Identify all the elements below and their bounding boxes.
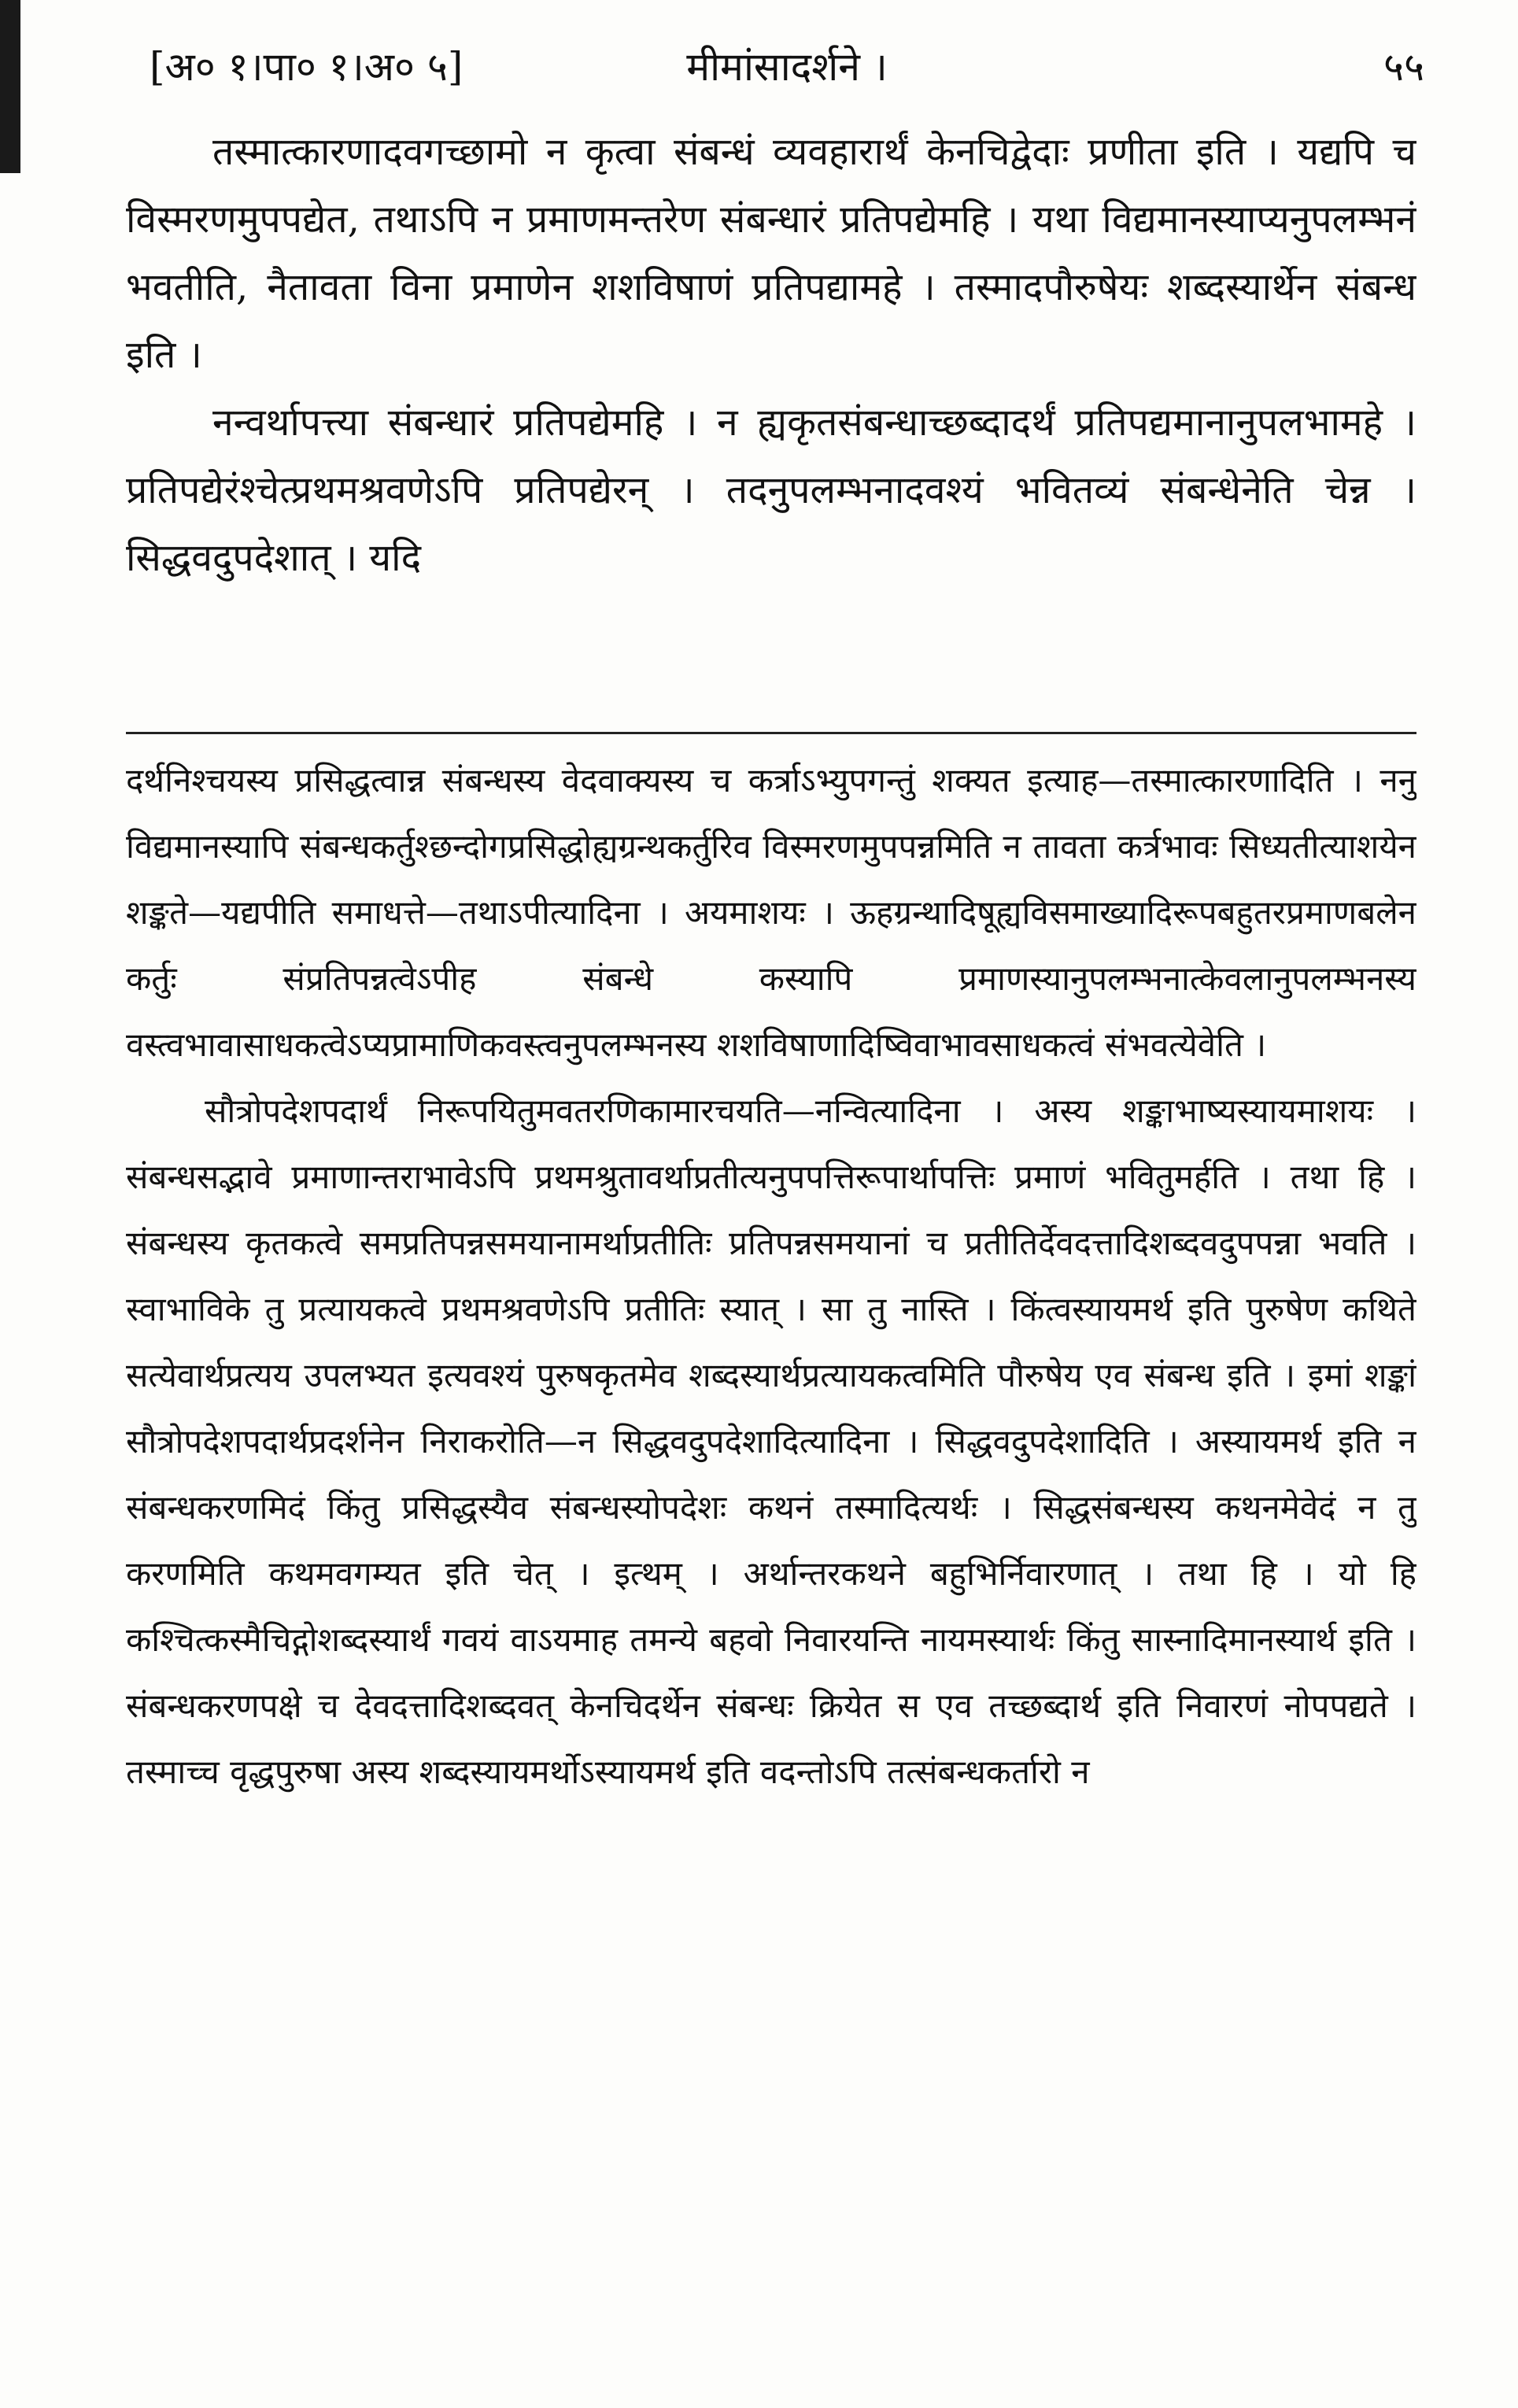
section-divider bbox=[126, 732, 1416, 734]
main-paragraph: नन्वर्थापत्त्या संबन्धारं प्रतिपद्येमहि । न ह्यकृतसंबन्धाच्छब्दादर्थं प्रतिपद्यमानानुपलभामहे । प्रतिपद्येरंश्चेत्प्रथमश्रवणेऽपि प्रतिपद्येरन् । तदनुपलम्भनादवश्यं भवितव्यं संबन्धेनेति चेन्न । सिद्धवदुपदेशात् । यदि bbox=[126, 401, 1416, 580]
commentary-text bbox=[126, 748, 1416, 2369]
bhashya-text bbox=[126, 118, 1416, 700]
main-paragraph: तस्मात्कारणादवगच्छामो न कृत्वा संबन्धं व्यवहारार्थं केनचिद्वेदाः प्रणीता इति । यद्यपि च विस्मरणमुपपद्येत, तथाऽपि न प्रमाणमन्तरेण संबन्धारं प्रतिपद्येमहि । यथा विद्यमानस्याप्यनुपलम्भनं भवतीति, नैतावता विना प्रमाणेन शशविषाणं प्रतिपद्यामहे । तस्मादपौरुषेयः शब्दस्यार्थेन संबन्ध इति । bbox=[126, 130, 1416, 377]
book-title: मीमांसादर्शने । bbox=[686, 44, 888, 90]
commentary-paragraph: सौत्रोपदेशपदार्थं निरूपयितुमवतरणिकामारचयति—नन्वित्यादिना । अस्य शङ्काभाष्यस्यायमाशयः । संबन्धसद्भावे प्रमाणान्तराभावेऽपि प्रथमश्रुतावर्थाप्रतीत्यनुपपत्तिरूपार्थापत्तिः प्रमाणं भवितुमर्हति । तथा हि । संबन्धस्य कृतकत्वे समप्रतिपन्नसमयानामर्थाप्रतीतिः प्रतिपन्नसमयानां च प्रतीतिर्देवदत्तादिशब्दवदुपपन्ना भवति । स्वाभाविके तु प्रत्यायकत्वे प्रथमश्रवणेऽपि प्रतीतिः स्यात् । सा तु नास्ति । किंत्वस्यायमर्थ इति पुरुषेण कथिते सत्येवार्थप्रत्यय उपलभ्यत इत्यवश्यं पुरुषकृतमेव शब्दस्यार्थप्रत्यायकत्वमिति पौरुषेय एव संबन्ध इति । इमां शङ्कां सौत्रोपदेशपदार्थप्रदर्शनेन निराकरोति—न सिद्धवदुपदेशादित्यादिना । सिद्धवदुपदेशादिति । अस्यायमर्थ इति न संबन्धकरणमिदं किंतु प्रसिद्धस्यैव संबन्धस्योपदेशः कथनं तस्मादित्यर्थः । सिद्धसंबन्धस्य कथनमेवेदं न तु करणमिति कथमवगम्यत इति चेत् । इत्थम् । अर्थान्तरकथने बहुभिर्निवारणात् । तथा हि । यो हि कश्चित्कस्मैचिद्गोशब्दस्यार्थं गवयं वाऽयमाह तमन्ये बहवो निवारयन्ति नायमस्यार्थः किंतु सास्नादिमानस्यार्थ इति । संबन्धकरणपक्षे च देवदत्तादिशब्दवत् केनचिदर्थेन संबन्धः क्रियेत स एव तच्छब्दार्थ इति निवारणं नोपपद्यते । तस्माच्च वृद्धपुरुषा अस्य शब्दस्यायमर्थोऽस्यायमर्थ इति वदन्तोऽपि तत्संबन्धकर्तारो न bbox=[126, 1091, 1416, 1791]
commentary-paragraph: दर्थनिश्चयस्य प्रसिद्धत्वान्न संबन्धस्य वेदवाक्यस्य च कर्त्राऽभ्युपगन्तुं शक्यत इत्याह—तस्मात्कारणादिति । ननु विद्यमानस्यापि संबन्धकर्तुश्छन्दोगप्रसिद्धोह्यग्रन्थकर्तुरिव विस्मरणमुपपन्नमिति न तावता कर्त्रभावः सिध्यतीत्याशयेन शङ्कते—यद्यपीति समाधत्ते—तथाऽपीत्यादिना । अयमाशयः । ऊहग्रन्थादिषूह्यविसमाख्यादिरूपबहुतरप्रमाणबलेन कर्तुः संप्रतिपन्नत्वेऽपीह संबन्धे कस्यापि प्रमाणस्यानुपलम्भनात्केवलानुपलम्भनस्य वस्त्वभावासाधकत्वेऽप्यप्रामाणिकवस्त्वनुपलम्भनस्य शशविषाणादिष्विवाभावसाधकत्वं संभवत्येवेति । bbox=[126, 761, 1416, 1064]
running-header bbox=[150, 31, 1424, 102]
section-reference: [अ० १।पा० १।अ० ५] bbox=[150, 44, 464, 90]
page-number: ५५ bbox=[1383, 44, 1424, 90]
binding-edge bbox=[0, 0, 20, 173]
